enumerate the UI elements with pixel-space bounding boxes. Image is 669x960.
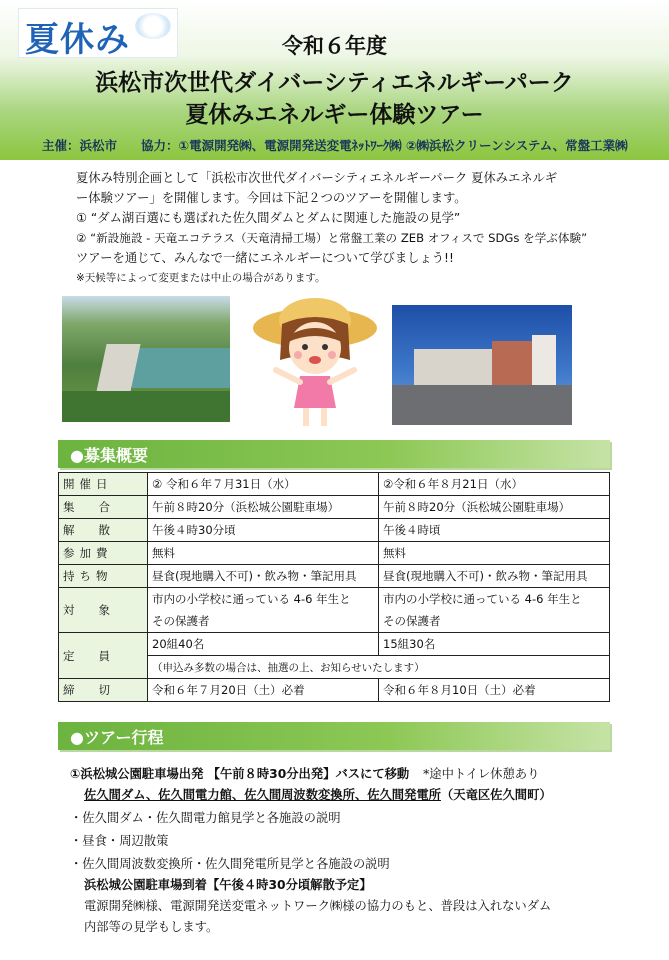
itinerary-bullet: ・佐久間周波数変換所・佐久間発電所見学と各施設の説明 [70, 857, 390, 871]
row-label: 参加費 [59, 542, 148, 565]
cell: 15組30名 [379, 633, 610, 656]
itinerary-note: 電源開発㈱様、電源開発送変電ネットワーク㈱様の協力のもと、普段は入れないダム [84, 899, 552, 913]
facility-photo [392, 305, 572, 425]
cell: 午前８時20分（浜松城公園駐車場） [379, 496, 610, 519]
cell: 市内の小学校に通っている 4-6 年生と [379, 588, 610, 611]
cell: その保護者 [379, 610, 610, 633]
row-label: 集合 [59, 496, 148, 519]
weather-note: ※天候等によって変更または中止の場合があります。 [76, 272, 326, 284]
cell: 午後４時30分頃 [148, 519, 379, 542]
itinerary-note: 内部等の見学もします。 [84, 920, 219, 934]
cell: 令和６年７月20日（土）必着 [148, 679, 379, 702]
sponsor-line [42, 136, 628, 154]
table-row [59, 542, 610, 565]
cell: ②令和６年８月21日（水） [379, 473, 610, 496]
table-row [59, 588, 610, 611]
logo-text: 夏休み [25, 20, 130, 60]
page-subtitle: 夏休みエネルギー体験ツアー [185, 102, 484, 128]
table-row [59, 519, 610, 542]
recruit-section-header [58, 440, 610, 468]
row-label: 解散 [59, 519, 148, 542]
toilet-note: *途中トイレ休憩あり [423, 767, 540, 781]
intro-text [76, 168, 616, 288]
cell: 無料 [379, 542, 610, 565]
cell: 市内の小学校に通っている 4-6 年生と [148, 588, 379, 611]
fiscal-year: 令和６年度 [282, 34, 387, 58]
table-row [59, 565, 610, 588]
row-label: 締切 [59, 679, 148, 702]
arrival: 浜松城公園駐車場到着【午後４時30分頃解散予定】 [84, 878, 372, 892]
cell: 無料 [148, 542, 379, 565]
header-banner [0, 0, 669, 160]
cell: 昼食(現地購入不可)・飲み物・筆記用具 [379, 565, 610, 588]
girl-illustration [248, 290, 382, 432]
cell: 午後４時頃 [379, 519, 610, 542]
row-label: 開催日 [59, 473, 148, 496]
section-title: ●ツアー行程 [70, 728, 164, 747]
intro-line: 夏休み特別企画として「浜松市次世代ダイバーシティエネルギーパーク 夏休みエネルギ [76, 171, 558, 185]
intro-line: ① “ダム湖百選にも選ばれた佐久間ダムとダムに関連した施設の見学” [76, 211, 461, 225]
intro-line: ② “新設施設 - 天竜エコテラス（天竜清掃工場）と常盤工業の ZEB オフィスで SDGs を学ぶ体験” [76, 231, 588, 245]
visit-area: （天竜区佐久間町） [440, 788, 552, 802]
itinerary-line [70, 785, 630, 806]
row-label: 持ち物 [59, 565, 148, 588]
tour-section-header [58, 722, 610, 750]
cell: 令和６年８月10日（土）必着 [379, 679, 610, 702]
lottery-note: （申込み多数の場合は、抽選の上、お知らせいたします） [148, 656, 610, 679]
itinerary-line [70, 764, 630, 785]
cell: その保護者 [148, 610, 379, 633]
cell: ② 令和６年７月31日（水） [148, 473, 379, 496]
dam-photo [62, 296, 230, 422]
recruit-table [58, 472, 610, 702]
table-row [59, 633, 610, 656]
section-title: ●募集概要 [70, 446, 148, 465]
cell: 20組40名 [148, 633, 379, 656]
visit-places: 佐久間ダム、佐久間電力館、佐久間周波数変換所、佐久間発電所 [84, 788, 441, 802]
organizer: 主催：浜松市 [42, 138, 118, 153]
cooperators: 協力：①電源開発㈱、電源開発送変電ﾈｯﾄﾜｰｸ㈱ ②㈱浜松クリーンシステム、常盤工業㈱ [141, 138, 628, 153]
itinerary-bullet: ・昼食・周辺散策 [70, 834, 169, 848]
row-label: 対象 [59, 588, 148, 633]
cell: 午前８時20分（浜松城公園駐車場） [148, 496, 379, 519]
table-row [59, 496, 610, 519]
page-title: 浜松市次世代ダイバーシティエネルギーパーク [95, 70, 574, 96]
departure: ①浜松城公園駐車場出発 【午前８時30分出発】バスにて移動 [70, 767, 410, 781]
table-row [59, 679, 610, 702]
row-label: 定員 [59, 633, 148, 679]
cell: 昼食(現地購入不可)・飲み物・筆記用具 [148, 565, 379, 588]
table-row [59, 473, 610, 496]
itinerary-bullet: ・佐久間ダム・佐久間電力館見学と各施設の説明 [70, 811, 341, 825]
intro-line: ツアーを通じて、みんなで一緒にエネルギーについて学びましょう!! [76, 251, 454, 265]
itinerary [70, 764, 630, 938]
intro-line: ー体験ツアー」を開催します。今回は下記２つのツアーを開催します。 [76, 191, 467, 205]
